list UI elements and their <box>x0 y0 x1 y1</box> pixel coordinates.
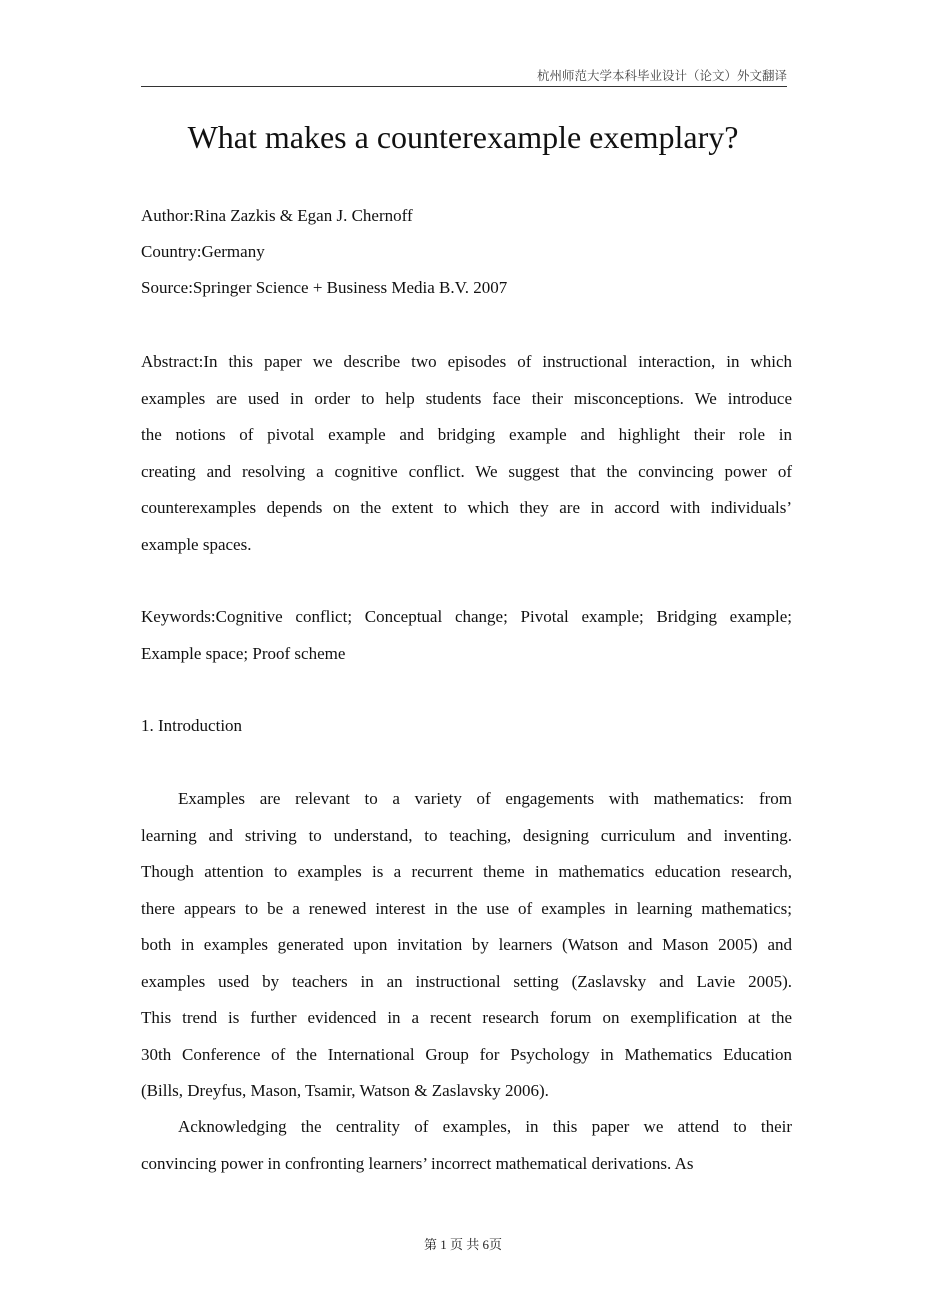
body-line: 30th Conference of the International Group for Psychology in Mathematics Education <box>141 1044 792 1064</box>
body-line: Though attention to examples is a recurrent theme in mathematics education research, <box>141 862 792 881</box>
keywords-line: Keywords:Cognitive conflict; Conceptual change; Pivotal example; Bridging example; <box>141 607 792 626</box>
abstract-line: creating and resolving a cognitive conflict. We suggest that the convincing power of <box>141 461 792 481</box>
keywords-paragraph <box>141 606 792 679</box>
body-line: examples used by teachers in an instructional setting (Zaslavsky and Lavie 2005). <box>141 971 792 991</box>
abstract-line: counterexamples depends on the extent to which they are in accord with individuals’ <box>141 498 792 517</box>
section-heading: 1. Introduction <box>141 716 243 735</box>
body-line: Examples are relevant to a variety of engagements with mathematics: from <box>178 789 792 808</box>
paper-title: What makes a counterexample exemplary? <box>187 119 739 155</box>
page-header <box>141 64 787 87</box>
abstract-line: example spaces. <box>141 534 252 554</box>
body-line: there appears to be a renewed interest in the use of examples in learning mathematics; <box>141 898 792 918</box>
abstract-line: the notions of pivotal example and bridging example and highlight their role in <box>141 425 792 444</box>
keywords-line: Example space; Proof scheme <box>141 643 346 663</box>
intro-paragraph-1 <box>141 788 792 1117</box>
header-text: 杭州师范大学本科毕业设计（论文）外文翻译 <box>536 68 787 83</box>
body-line: convincing power in confronting learners’ incorrect mathematical derivations. As <box>141 1153 694 1173</box>
country-line: Country:Germany <box>141 242 265 261</box>
body-line: This trend is further evidenced in a recent research forum on exemplification at the <box>141 1008 792 1027</box>
abstract-line: Abstract:In this paper we describe two episodes of instructional interaction, in which <box>141 352 792 371</box>
body-line: (Bills, Dreyfus, Mason, Tsamir, Watson & Zaslavsky 2006). <box>141 1081 549 1100</box>
abstract-paragraph <box>141 351 792 570</box>
body-line: learning and striving to understand, to teaching, designing curriculum and inventing. <box>141 825 792 845</box>
intro-paragraph-2 <box>141 1116 792 1189</box>
author-line: Author:Rina Zazkis & Egan J. Chernoff <box>141 206 413 225</box>
body-line: Acknowledging the centrality of examples, in this paper we attend to their <box>178 1117 792 1136</box>
page-footer: 第 1 页 共 6页 <box>423 1237 502 1252</box>
abstract-line: examples are used in order to help students face their misconceptions. We introduce <box>141 388 792 408</box>
body-line: both in examples generated upon invitation by learners (Watson and Mason 2005) and <box>141 935 792 954</box>
source-line: Source:Springer Science + Business Media B.V. 2007 <box>141 278 508 297</box>
